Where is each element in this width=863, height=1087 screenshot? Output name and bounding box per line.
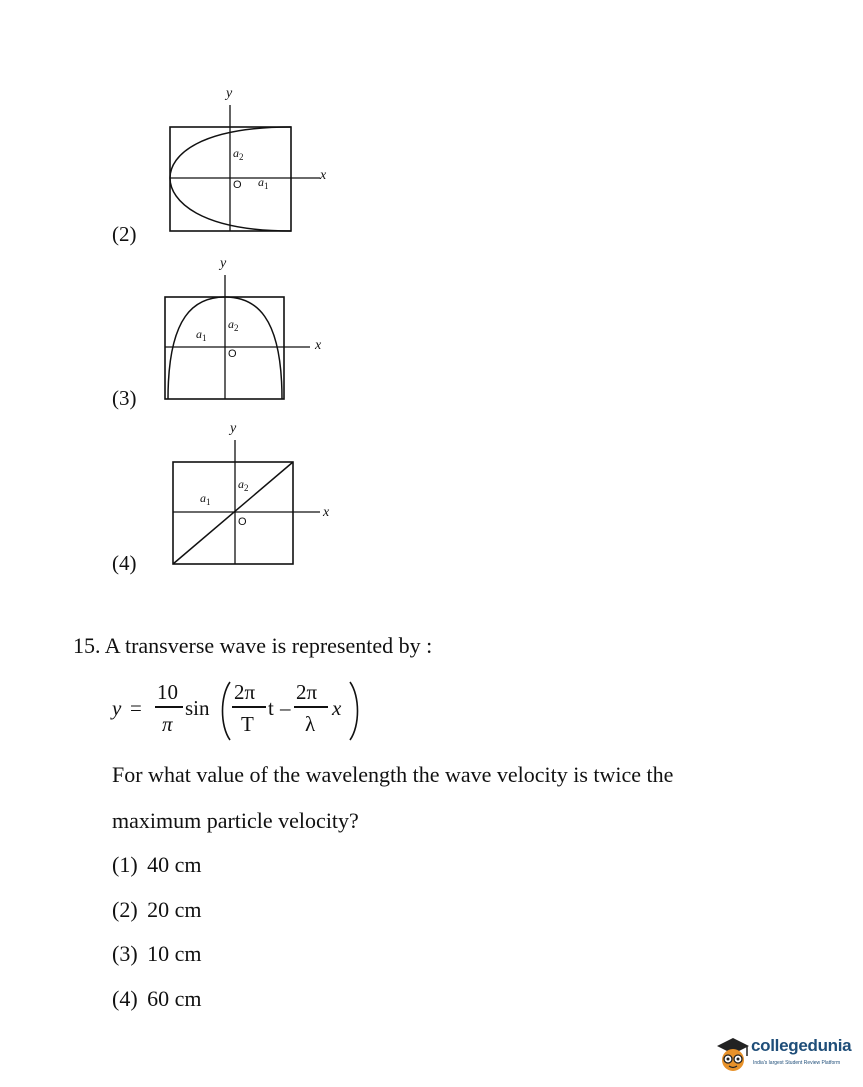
figure-3 [150, 255, 340, 405]
answer-option-text: 20 cm [147, 897, 202, 922]
answer-option-2[interactable] [112, 899, 202, 921]
figure-3-x-label: x [315, 338, 322, 353]
equation-frac1-bar [232, 706, 266, 708]
figure-3-a1-label: $a_1$ [196, 327, 207, 343]
figure-2-number: (2) [112, 222, 137, 246]
collegedunia-logo [713, 1030, 858, 1078]
answer-option-number: (1) [112, 852, 138, 877]
figure-3-origin-label: O [228, 348, 237, 360]
equation-frac2-bar [294, 706, 328, 708]
figure-2-origin-label: O [233, 179, 242, 191]
equation-coef-num: 10 [157, 680, 178, 704]
question-stem-text: A transverse wave is represented by : [104, 633, 433, 658]
figure-4-y-label: y [230, 421, 237, 436]
figure-4-number: (4) [112, 551, 137, 575]
equation-left-paren [219, 680, 233, 742]
answer-option-number: (4) [112, 986, 138, 1011]
question-prompt-line1: For what value of the wavelength the wave velocity is twice the [112, 762, 674, 787]
question-stem [73, 635, 432, 657]
equation-x: x [332, 696, 342, 720]
figure-2-y-label: y [226, 86, 233, 101]
equation-frac1-num: 2π [234, 680, 256, 704]
question-number: 15. [73, 633, 101, 658]
answer-option-1[interactable] [112, 854, 202, 876]
figure-2-a2-label: $a_2$ [233, 146, 244, 162]
equation-sin: sin [185, 696, 210, 720]
figure-4-curve [173, 462, 293, 564]
figure-3-number: (3) [112, 386, 137, 410]
equation-coef-bar [155, 706, 183, 708]
equation-right-paren [347, 680, 361, 742]
equation-t: t [268, 696, 274, 720]
figure-4 [160, 420, 345, 570]
answer-option-text: 40 cm [147, 852, 202, 877]
equation-coef-den: π [162, 712, 173, 736]
figure-2-x-label: x [320, 168, 327, 183]
figure-4-a2-label: $a_2$ [238, 477, 249, 493]
answer-option-text: 60 cm [147, 986, 202, 1011]
figure-3-a2-label: $a_2$ [228, 317, 239, 333]
answer-option-text: 10 cm [147, 941, 202, 966]
answer-option-4[interactable] [112, 988, 202, 1010]
figure-2-graph [160, 85, 340, 235]
equation-minus: – [280, 696, 291, 720]
question-prompt-line2: maximum particle velocity? [112, 808, 359, 833]
figure-2 [160, 85, 340, 235]
figure-2-a1-label: $a_1$ [258, 175, 269, 191]
answer-option-3[interactable] [112, 943, 202, 965]
wave-equation [112, 676, 372, 746]
mascot-icon [713, 1032, 753, 1074]
brand-name: collegedunia [751, 1036, 852, 1055]
figure-4-x-label: x [323, 505, 330, 520]
equation-frac2-num: 2π [296, 680, 318, 704]
figure-4-origin-label: O [238, 516, 247, 528]
equation-frac1-den: T [241, 712, 254, 736]
equation-frac2-den: λ [305, 712, 316, 736]
figure-4-graph [160, 420, 345, 570]
answer-option-number: (3) [112, 941, 138, 966]
equation-lhs: y = [112, 696, 144, 720]
figure-4-a1-label: $a_1$ [200, 491, 211, 507]
figure-3-graph [150, 255, 340, 405]
brand-tagline: India's largest Student Review Platform [753, 1060, 841, 1066]
answer-option-number: (2) [112, 897, 138, 922]
figure-3-y-label: y [220, 256, 227, 271]
